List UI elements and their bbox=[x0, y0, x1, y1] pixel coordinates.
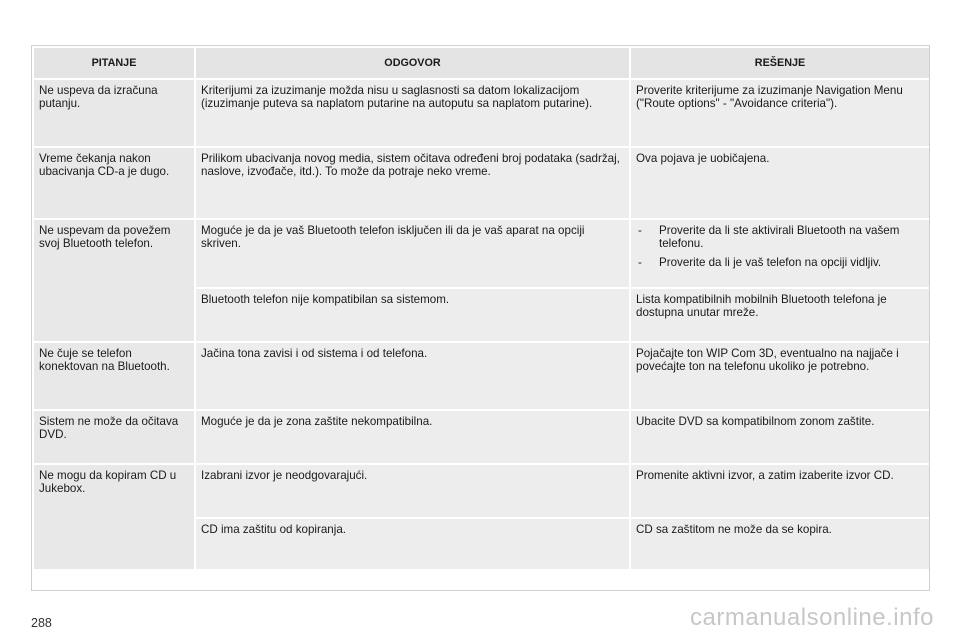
table-row bbox=[33, 410, 930, 464]
page-number: 288 bbox=[31, 616, 52, 630]
header-answer: ODGOVOR bbox=[195, 47, 630, 79]
question-cell: Vreme čekanja nakon ubacivanja CD-a je dugo. bbox=[33, 147, 195, 219]
solution-cell: Proverite kriterijume za izuzimanje Navigation Menu ("Route options" - "Avoidance criteria"). bbox=[630, 79, 930, 147]
solution-cell: Pojačajte ton WIP Com 3D, eventualno na najjače i povećajte ton na telefonu ukoliko je potrebno. bbox=[630, 342, 930, 410]
answer-cell: Kriterijumi za izuzimanje možda nisu u saglasnosti sa datom lokalizacijom (izuzimanje puteva sa naplatom putarine na autoputu sa naplatom putarine). bbox=[195, 79, 630, 147]
table-row bbox=[33, 464, 930, 518]
question-cell: Ne uspevam da povežem svoj Bluetooth telefon. bbox=[33, 219, 195, 342]
table-row bbox=[33, 79, 930, 147]
solution-cell: Ubacite DVD sa kompatibilnom zonom zaštite. bbox=[630, 410, 930, 464]
solution-cell: Lista kompatibilnih mobilnih Bluetooth telefona je dostupna unutar mreže. bbox=[630, 288, 930, 342]
question-cell: Ne uspeva da izračuna putanju. bbox=[33, 79, 195, 147]
answer-cell: Jačina tona zavisi i od sistema i od telefona. bbox=[195, 342, 630, 410]
list-item: - Proverite da li je vaš telefon na opciji vidljiv. bbox=[636, 256, 925, 269]
table-row bbox=[33, 342, 930, 410]
solution-cell bbox=[630, 219, 930, 288]
answer-cell: CD ima zaštitu od kopiranja. bbox=[195, 518, 630, 570]
list-item: - Proverite da li ste aktivirali Bluetooth na vašem telefonu. bbox=[636, 224, 925, 250]
header-row bbox=[33, 47, 930, 79]
table-row bbox=[33, 147, 930, 219]
solution-list bbox=[636, 224, 925, 269]
solution-cell: CD sa zaštitom ne može da se kopira. bbox=[630, 518, 930, 570]
table-row bbox=[33, 219, 930, 288]
question-cell: Sistem ne može da očitava DVD. bbox=[33, 410, 195, 464]
header-solution: REŠENJE bbox=[630, 47, 930, 79]
answer-cell: Moguće je da je vaš Bluetooth telefon isključen ili da je vaš aparat na opciji skriven. bbox=[195, 219, 630, 288]
answer-cell: Prilikom ubacivanja novog media, sistem očitava određeni broj podataka (sadržaj, naslove, izvođače, itd.). To može da potraje neko vreme. bbox=[195, 147, 630, 219]
faq-table bbox=[32, 46, 931, 571]
solution-cell: Ova pojava je uobičajena. bbox=[630, 147, 930, 219]
question-cell: Ne čuje se telefon konektovan na Bluetooth. bbox=[33, 342, 195, 410]
solution-cell: Promenite aktivni izvor, a zatim izaberite izvor CD. bbox=[630, 464, 930, 518]
header-question: PITANJE bbox=[33, 47, 195, 79]
answer-cell: Moguće je da je zona zaštite nekompatibilna. bbox=[195, 410, 630, 464]
answer-cell: Izabrani izvor je neodgovarajući. bbox=[195, 464, 630, 518]
answer-cell: Bluetooth telefon nije kompatibilan sa sistemom. bbox=[195, 288, 630, 342]
question-cell: Ne mogu da kopiram CD u Jukebox. bbox=[33, 464, 195, 570]
watermark: carmanualsonline.info bbox=[690, 604, 934, 631]
